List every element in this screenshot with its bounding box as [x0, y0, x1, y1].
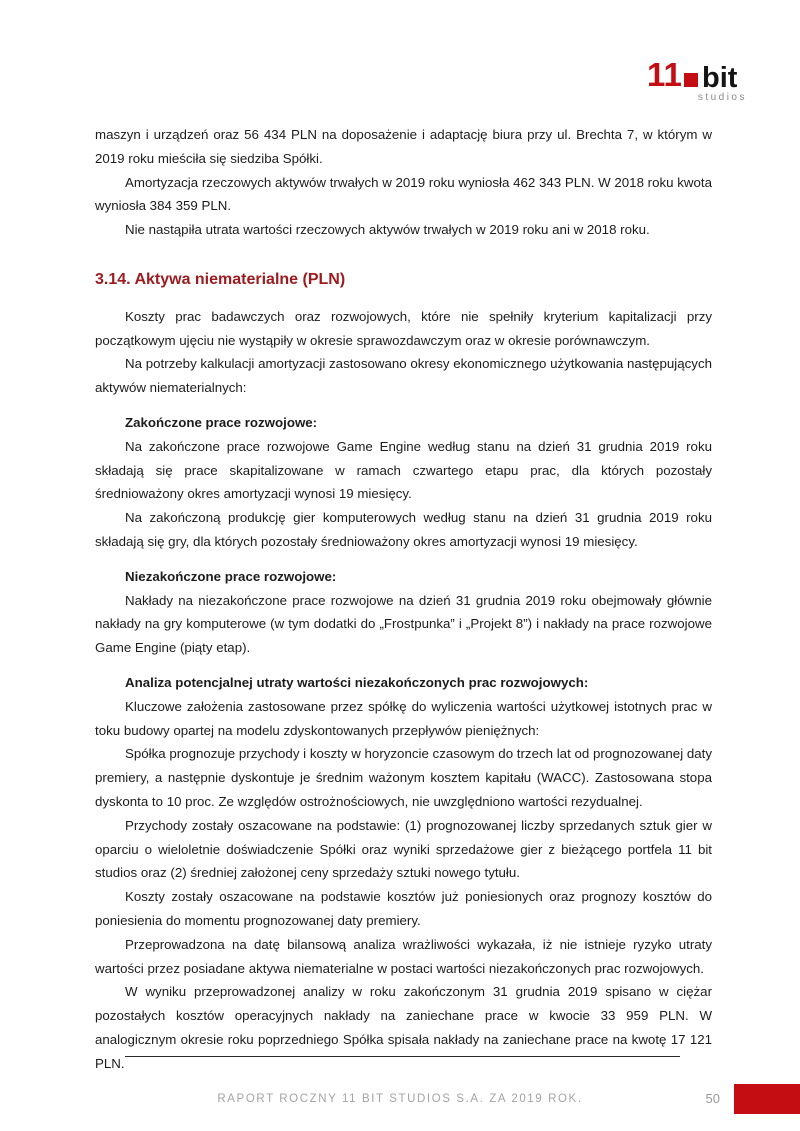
paragraph: maszyn i urządzeń oraz 56 434 PLN na doposażenie i adaptację biura przy ul. Brechta 7, w którym w 2019 roku mieściła się siedziba Spółki.	[95, 127, 712, 166]
document-body	[95, 123, 712, 1075]
company-logo	[647, 50, 747, 102]
paragraph: Koszty zostały oszacowane na podstawie kosztów już poniesionych oraz prognozy kosztów do poniesienia do momentu prognozowanej daty premiery.	[95, 889, 712, 928]
logo-11-text: 11	[647, 56, 682, 93]
logo-square-icon	[684, 73, 698, 87]
paragraph: Nakłady na niezakończone prace rozwojowe na dzień 31 grudnia 2019 roku obejmowały głównie nakłady na gry komputerowe (w tym dodatki do „Frostpunka” i „Projekt 8”) i nakłady na prace rozwojowe Game Engine (piąty etap).	[95, 592, 712, 656]
paragraph: W wyniku przeprowadzonej analizy w roku zakończonym 31 grudnia 2019 spisano w ciężar pozostałych kosztów operacyjnych nakłady na zaniechane prace w kwocie 33 959 PLN. W analogicznym okresie roku poprzedniego Spółka spisała nakłady na zaniechane prace na kwotę 17 121 PLN.	[95, 984, 712, 1071]
logo-studios-text: studios	[697, 92, 747, 102]
footer-red-block	[734, 1084, 800, 1114]
footer-bar	[0, 1084, 800, 1114]
paragraph: Koszty prac badawczych oraz rozwojowych, które nie spełniły kryterium kapitalizacji przy początkowym ujęciu nie wystąpiły w okresie sprawozdawczym oraz w okresie porównawczym.	[95, 308, 712, 348]
section-heading: 3.14. Aktywa niematerialne (PLN)	[95, 270, 346, 288]
footer-divider	[125, 1056, 680, 1057]
paragraph: Przeprowadzona na datę bilansową analiza wrażliwości wykazała, iż nie istnieje ryzyko utraty wartości przez posiadane aktywa niematerialne w postaci wartości niezakończonych prac rozwojowych.	[95, 936, 712, 976]
paragraph: Na zakończone prace rozwojowe Game Engine według stanu na dzień 31 grudnia 2019 roku składają się prace skapitalizowane w ramach czwartego etapu prac, dla których pozostały średnioważony okres amortyzacji wynosi 19 miesięcy.	[95, 438, 712, 502]
logo-bit-text: bit	[702, 62, 738, 94]
company-logo-icon	[647, 50, 747, 102]
paragraph: Przychody zostały oszacowane na podstawie: (1) prognozowanej liczby sprzedanych sztuk gier w oparciu o wieloletnie doświadczenie Spółki oraz wyniki sprzedażowe gier z bieżącego portfela 11 bit studios oraz (2) średniej założonej ceny sprzedaży sztuki nowego tytułu.	[95, 817, 712, 881]
paragraph: Na zakończoną produkcję gier komputerowych według stanu na dzień 31 grudnia 2019 roku składają się gry, dla których pozostały średnioważony okres amortyzacji wynosi 19 miesięcy.	[95, 510, 712, 549]
paragraph: Nie nastąpiła utrata wartości rzeczowych aktywów trwałych w 2019 roku ani w 2018 roku.	[125, 222, 650, 238]
subheading-unfinished-works: Niezakończone prace rozwojowe:	[125, 568, 337, 584]
page-number: 50	[705, 1091, 720, 1106]
footer-report-title: RAPORT ROCZNY 11 BIT STUDIOS S.A. ZA 2019 ROK.	[217, 1093, 583, 1105]
subheading-impairment-analysis: Analiza potencjalnej utraty wartości niezakończonych prac rozwojowych:	[125, 674, 589, 690]
page-footer	[0, 1056, 800, 1131]
subheading-completed-works: Zakończone prace rozwojowe:	[125, 414, 318, 430]
paragraph: Na potrzeby kalkulacji amortyzacji zastosowano okresy ekonomicznego użytkowania następujących aktywów niematerialnych:	[95, 356, 712, 396]
paragraph: Kluczowe założenia zastosowane przez spółkę do wyliczenia wartości użytkowej istotnych prac w toku budowy opartej na modelu zdyskontowanych przepływów pieniężnych:	[95, 698, 712, 738]
paragraph: Amortyzacja rzeczowych aktywów trwałych w 2019 roku wyniosła 462 343 PLN. W 2018 roku kwota wyniosła 384 359 PLN.	[95, 174, 712, 214]
paragraph: Spółka prognozuje przychody i koszty w horyzoncie czasowym do trzech lat od prognozowanej daty premiery, a następnie dyskontuje je średnim ważonym kosztem kapitału (WACC). Zastosowana stopa dyskonta to 10 proc. Ze względów ostrożnościowych, nie uwzględniono wartości rezydualnej.	[95, 746, 712, 809]
